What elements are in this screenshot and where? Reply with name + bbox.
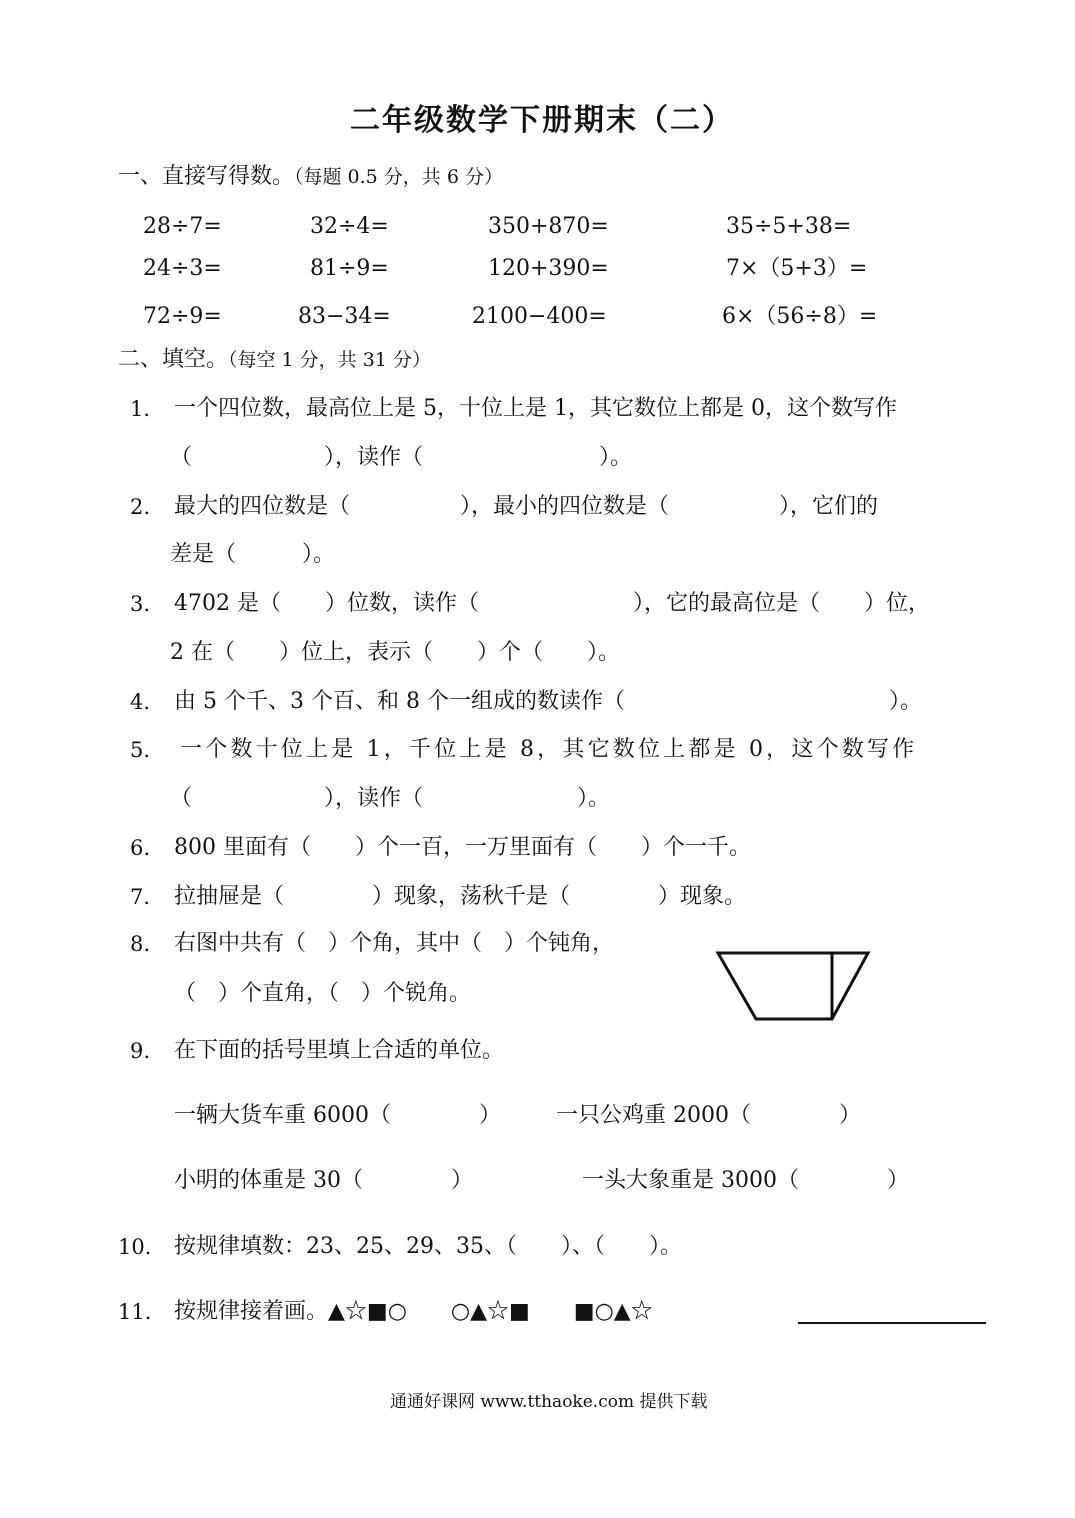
section-2-note: （每空 1 分，共 31 分） [228, 349, 431, 371]
calc-item: 120+390= [488, 256, 609, 281]
section-2-heading [118, 349, 431, 371]
answer-line [798, 1322, 986, 1324]
calc-item: 35÷5+38= [726, 214, 852, 239]
item-text: 800 里面有（ ）个一百，一万里面有（ ）个一千。 [174, 835, 751, 860]
item-text: 2 在（ ）位上，表示（ ）个（ ）。 [170, 640, 620, 665]
item-text: 按规律填数：23、25、29、35、（ ）、（ ）。 [174, 1234, 682, 1259]
item-number: 11. [118, 1300, 152, 1324]
item-text: 右图中共有（ ）个角，其中（ ）个钝角， [174, 931, 615, 956]
item-text: （ ），读作（ ）。 [170, 786, 611, 811]
section-1-note: （每题 0.5 分，共 6 分） [294, 166, 503, 188]
item-text: 由 5 个千、3 个百、和 8 个一组成的数读作（ ）。 [174, 689, 922, 714]
item-text: （ ）个直角，（ ）个锐角。 [174, 981, 472, 1006]
item-text: 一个数十位上是 1，千位上是 8，其它数位上都是 0，这个数写作 [180, 737, 918, 762]
calc-item: 6×（56÷8）= [722, 304, 878, 329]
calc-item: 2100−400= [472, 304, 607, 329]
section-1-title: 一、直接写得数。 [118, 164, 295, 189]
item-text: 4702 是（ ）位数，读作（ ），它的最高位是（ ）位， [174, 591, 930, 616]
calc-item: 24÷3= [143, 256, 222, 281]
item-text: 拉抽屉是（ ）现象，荡秋千是（ ）现象。 [174, 884, 747, 909]
calc-item: 72÷9= [143, 304, 222, 329]
calc-item: 7×（5+3）= [726, 256, 868, 281]
calc-item: 32÷4= [310, 214, 389, 239]
item-text: 差是（ ）。 [170, 542, 336, 567]
unit-question: 小明的体重是 30（ ） [174, 1168, 473, 1193]
item-number: 8. [130, 932, 151, 956]
page-footer: 通通好课网 www.tthaoke.com 提供下载 [390, 1392, 708, 1412]
item-number: 1. [130, 397, 151, 421]
item-number: 10. [118, 1235, 152, 1259]
item-number: 6. [130, 836, 151, 860]
unit-question: 一只公鸡重 2000（ ） [556, 1103, 861, 1128]
item-number: 3. [130, 592, 151, 616]
calc-item: 83−34= [298, 304, 391, 329]
unit-question: 一辆大货车重 6000（ ） [174, 1103, 501, 1128]
item-text: 最大的四位数是（ ），最小的四位数是（ ），它们的 [174, 494, 879, 519]
trapezoid-figure [710, 945, 880, 1027]
item-text: 在下面的括号里填上合适的单位。 [174, 1038, 505, 1063]
calc-item: 350+870= [488, 214, 609, 239]
calc-item: 81÷9= [310, 256, 389, 281]
item-number: 9. [130, 1039, 151, 1063]
item-number: 2. [130, 495, 151, 519]
item-text: 按规律接着画。▲☆■○ ○▲☆■ ■○▲☆ [174, 1299, 653, 1324]
item-number: 4. [130, 690, 151, 714]
page-title: 二年级数学下册期末（二） [350, 103, 734, 138]
item-number: 5. [130, 738, 151, 762]
section-1-heading [118, 166, 503, 188]
unit-question: 一头大象重是 3000（ ） [582, 1168, 909, 1193]
item-text: （ ），读作（ ）。 [170, 445, 633, 470]
item-text: 一个四位数，最高位上是 5，十位上是 1，其它数位上都是 0，这个数写作 [174, 396, 897, 421]
trapezoid-outline [718, 953, 868, 1019]
item-number: 7. [130, 885, 151, 909]
calc-item: 28÷7= [143, 214, 222, 239]
section-2-title: 二、填空。 [118, 347, 229, 372]
